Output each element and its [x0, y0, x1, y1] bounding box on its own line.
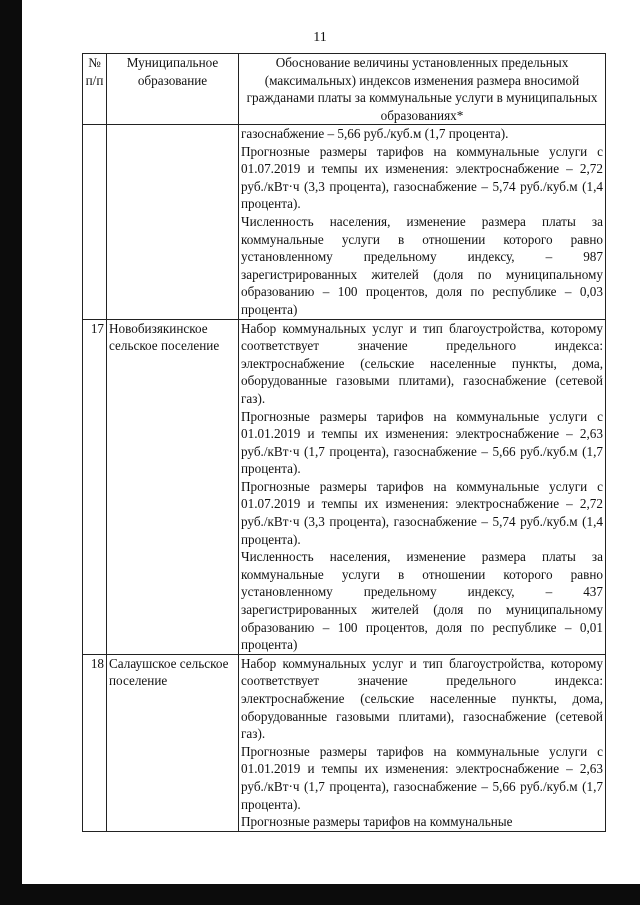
paragraph: газоснабжение – 5,66 руб./куб.м (1,7 процента).	[241, 126, 509, 141]
cell-num: 17	[83, 319, 107, 654]
cell-municipality: Салаушское сельское поселение	[107, 654, 239, 831]
paragraph: Прогнозные размеры тарифов на коммунальные услуги с 01.01.2019 и темпы их изменения: электроснабжение – 2,63 руб./кВт·ч (1,7 процента), газоснабжение – 5,66 руб./куб.м (1,7 процента).	[241, 408, 603, 477]
paragraph: Численность населения, изменение размера платы за коммунальные услуги в отношении которого равно установленному предельному индексу, – 437 зарегистрированных жителей (доля по муниципальному образованию – 100 процентов, доля по республике – 0,01 процента)	[241, 549, 603, 653]
header-municipality: Муниципальное образование	[107, 54, 239, 125]
header-justification-text: Обоснование величины установленных предельных (максимальных) индексов изменения размера вносимой гражданами платы за коммунальные услуги в муниципальных образованиях*	[246, 55, 598, 123]
header-num: № п/п	[83, 54, 107, 125]
cell-num	[83, 125, 107, 320]
paragraph: Численность населения, изменение размера платы за коммунальные услуги в отношении которого равно установленному предельному индексу, – 987 зарегистрированных жителей (доля по муниципальному образованию – 100 процентов, доля по республике – 0,03 процента)	[241, 213, 603, 317]
tariff-index-table	[82, 53, 606, 832]
cell-num: 18	[83, 654, 107, 831]
scan-left-edge	[0, 0, 22, 905]
scan-bottom-edge	[0, 884, 640, 905]
header-justification	[239, 54, 606, 125]
paragraph: Набор коммунальных услуг и тип благоустройства, которому соответствует значение предельного индекса: электроснабжение (сельские населенные пункты, дома, оборудованные газовыми плитами), газоснабжение (сетевой газ).	[241, 655, 603, 742]
cell-justification	[239, 319, 606, 654]
cell-justification	[239, 654, 606, 831]
cell-justification	[239, 125, 606, 320]
page-number: 11	[313, 30, 327, 45]
cell-municipality: Новобизякинское сельское поселение	[107, 319, 239, 654]
table-row-17	[83, 319, 606, 654]
paragraph: Набор коммунальных услуг и тип благоустройства, которому соответствует значение предельного индекса: электроснабжение (сельские населенные пункты, дома, оборудованные газовыми плитами), газоснабжение (сетевой газ).	[241, 320, 603, 406]
paragraph: Прогнозные размеры тарифов на коммунальные	[241, 814, 513, 830]
paragraph: Прогнозные размеры тарифов на коммунальные услуги с 01.01.2019 и темпы их изменения: электроснабжение – 2,63 руб./кВт·ч (1,7 процента), газоснабжение – 5,66 руб./куб.м (1,7 процента).	[241, 743, 603, 812]
table-header-row	[83, 54, 606, 125]
table-row-continuation	[83, 125, 606, 320]
paragraph: Прогнозные размеры тарифов на коммунальные услуги с 01.07.2019 и темпы их изменения: электроснабжение – 2,72 руб./кВт·ч (3,3 процента), газоснабжение – 5,74 руб./куб.м (1,4 процента).	[241, 143, 603, 212]
paragraph: Прогнозные размеры тарифов на коммунальные услуги с 01.07.2019 и темпы их изменения: электроснабжение – 2,72 руб./кВт·ч (3,3 процента), газоснабжение – 5,74 руб./куб.м (1,4 процента).	[241, 478, 603, 547]
cell-municipality	[107, 125, 239, 320]
table-row-18	[83, 654, 606, 831]
